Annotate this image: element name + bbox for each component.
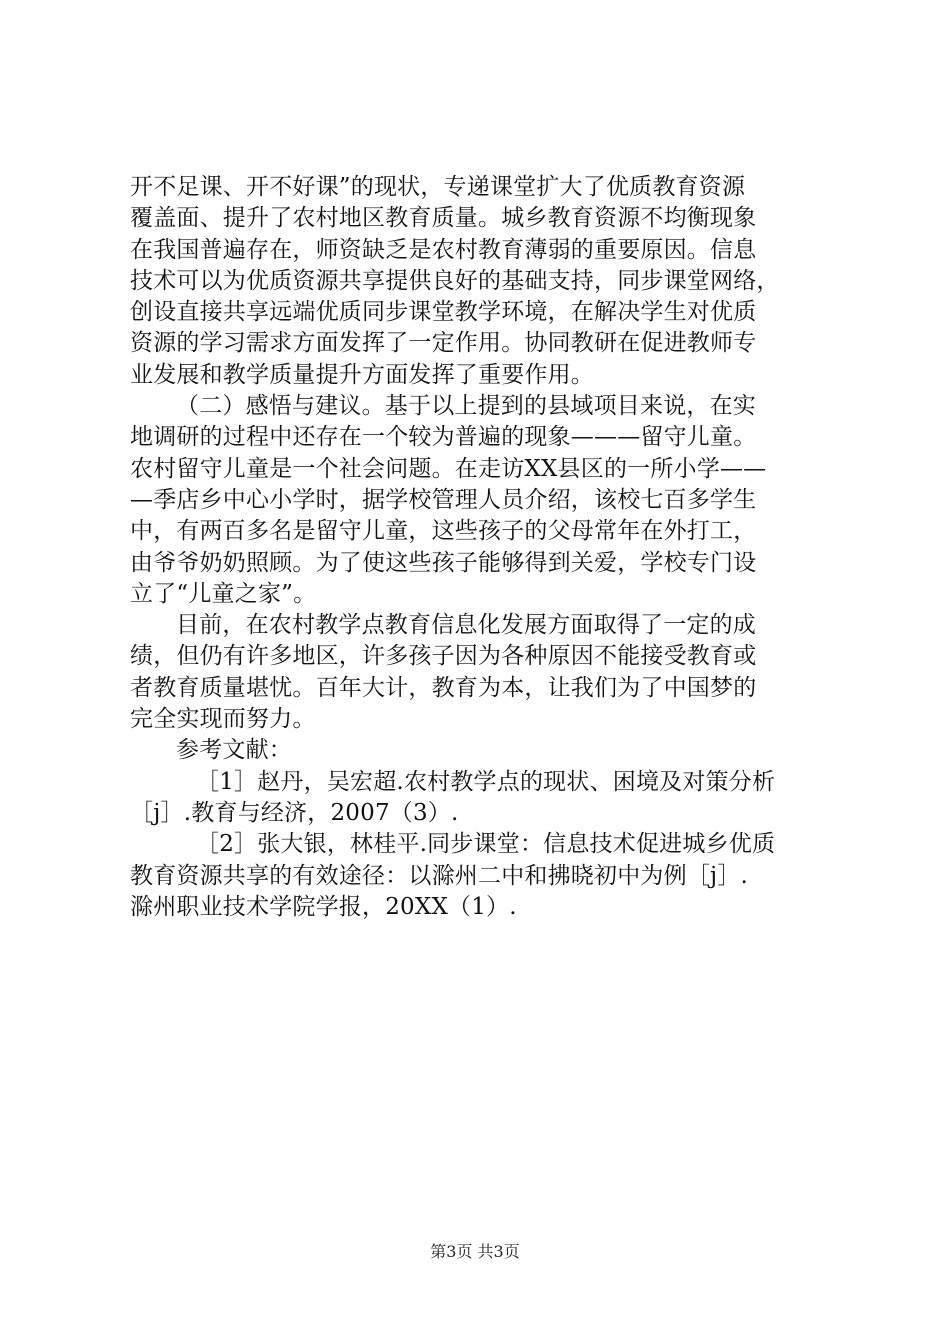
text-line: ［j］.教育与经济，2007（3）. [130,799,459,826]
text-line: 资源的学习需求方面发挥了一定作用。协同教研在促进教师专 [130,330,757,357]
page-footer [0,1242,950,1262]
text-line: ［1］赵丹，吴宏超.农村教学点的现状、困境及对策分析 [196,768,776,795]
text-line: 创设直接共享远端优质同步课堂教学环境，在解决学生对优质 [130,299,757,326]
text-line: 教育资源共享的有效途径：以滁州二中和拂晓初中为例［j］. [130,862,749,889]
text-line: 者教育质量堪忧。百年大计，教育为本，让我们为了中国梦的 [130,674,757,701]
document-body [130,172,830,923]
text-line: —季店乡中心小学时，据学校管理人员介绍，该校七百多学生 [130,486,757,513]
text-line: 覆盖面、提升了农村地区教育质量。城乡教育资源不均衡现象 [130,205,757,232]
reference-item-1 [130,767,830,830]
text-line: 业发展和教学质量提升方面发挥了重要作用。 [130,361,594,388]
text-line: 地调研的过程中还存在一个较为普遍的现象———留守儿童。 [130,424,757,451]
paragraph-quality-resources [130,172,830,391]
text-line: （二）感悟与建议。基于以上提到的县域项目来说，在实 [176,393,756,420]
text-line: 由爷爷奶奶照顾。为了使这些孩子能够得到关爱，学校专门设 [130,549,757,576]
text-line: 立了“儿童之家”。 [130,580,317,607]
text-line: 农村留守儿童是一个社会问题。在走访XX县区的一所小学—— [130,455,767,482]
text-line: 目前，在农村教学点教育信息化发展方面取得了一定的成 [176,612,756,639]
text-line: 完全实现而努力。 [130,706,316,733]
text-line: 在我国普遍存在，师资缺乏是农村教育薄弱的重要原因。信息 [130,236,757,263]
paragraph-conclusion [130,610,830,735]
text-line: 技术可以为优质资源共享提供良好的基础支持，同步课堂网络， [130,267,780,294]
text-line: 绩，但仍有许多地区，许多孩子因为各种原因不能接受教育或 [130,643,757,670]
text-line: ［2］张大银，林桂平.同步课堂：信息技术促进城乡优质 [196,831,776,858]
page-number-label: 第3页 共3页 [430,1242,520,1261]
text-line: 滁州职业技术学院学报，20XX（1）. [130,893,517,920]
text-line: 中，有两百多名是留守儿童，这些孩子的父母常年在外打工， [130,518,757,545]
references-heading: 参考文献： [176,737,292,764]
text-line: 开不足课、开不好课”的现状，专递课堂扩大了优质教育资源 [130,174,746,200]
reference-item-2 [130,829,830,923]
paragraph-reflections [130,391,830,610]
